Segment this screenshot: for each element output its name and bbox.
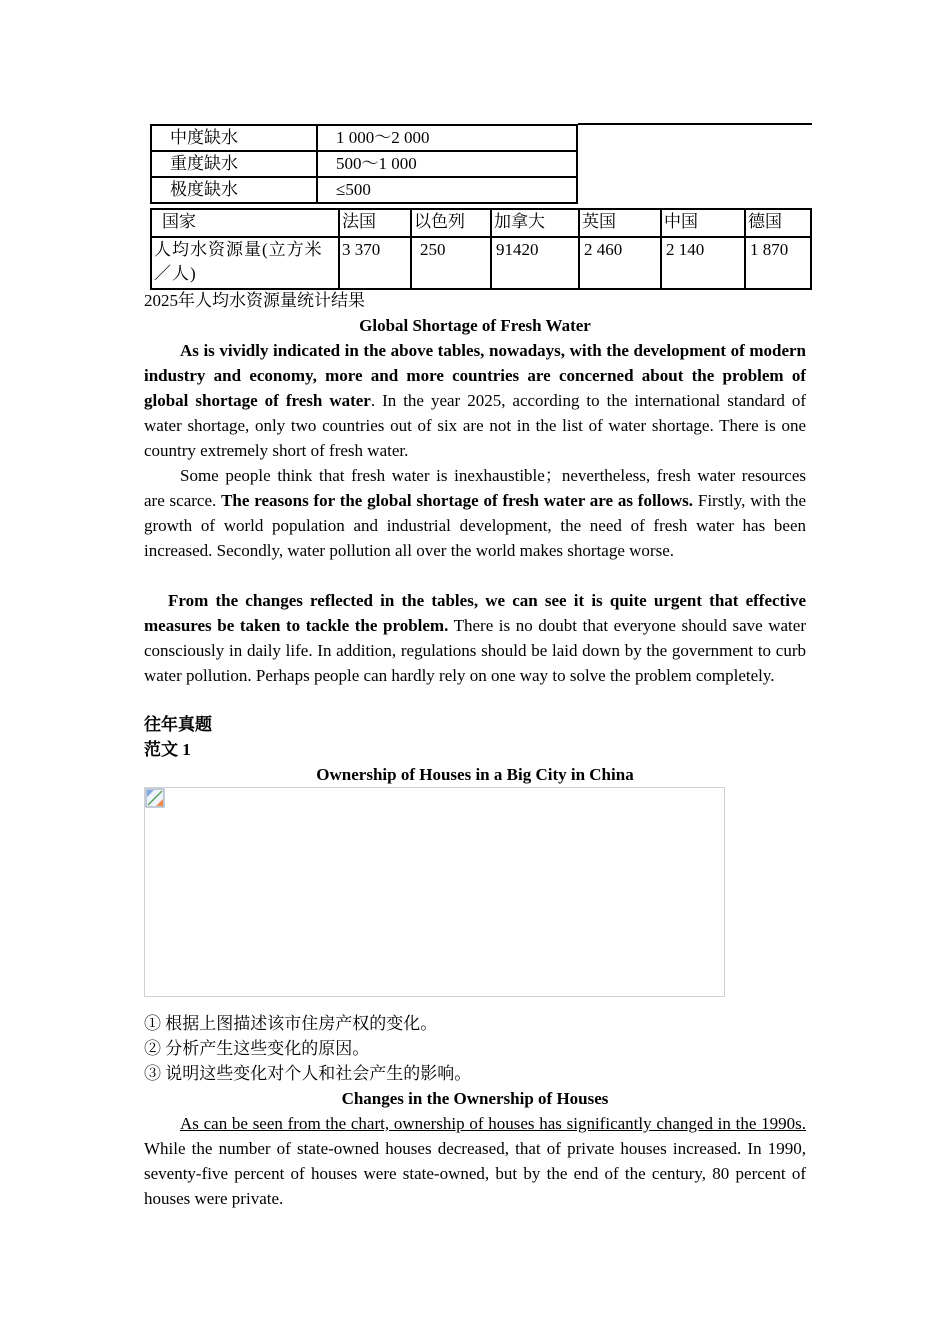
paragraph (144, 588, 806, 688)
table-cell: 3 370 (339, 237, 411, 289)
underlined-text: As can be seen from the chart, ownership of houses has significantly changed in the 1990s. (180, 1114, 806, 1133)
table-cell: ≤500 (317, 177, 577, 203)
paragraph (144, 1111, 806, 1211)
chart-title: Ownership of Houses in a Big City in China (316, 765, 634, 784)
bold-text: From the changes reflected in the tables, we can see it is quite urgent that effective measures be taken to tackle the problem. (144, 591, 806, 635)
section-heading: 往年真题 (144, 715, 212, 734)
table-header-cell: 法国 (339, 209, 411, 237)
essay-title: Changes in the Ownership of Houses (341, 1089, 609, 1108)
table-row (151, 125, 577, 151)
bold-text: The reasons for the global shortage of fresh water are as follows. (221, 491, 694, 510)
table-row (151, 151, 577, 177)
text: While the number of state-owned houses decreased, that of private houses increased. In 1990, seventy-five percent of houses were state-owned, but by the end of the century, 80 percent of houses were private. (144, 1139, 806, 1208)
text: There is no doubt that everyone should save water consciously in daily life. In addition, regulations should be laid down by the government to curb water pollution. Perhaps people can hardly rely on one way to solve the problem completely. (144, 616, 806, 685)
paragraph (144, 338, 806, 463)
table-header-cell: 国家 (151, 209, 339, 237)
table-caption: 2025年人均水资源量统计结果 (144, 291, 365, 310)
table-row (151, 237, 811, 289)
task-item: ② 分析产生这些变化的原因。 (144, 1039, 370, 1058)
table-header-row (151, 209, 811, 237)
text: Firstly, with the growth of world population and industrial development, the need of fresh water has been increased. Secondly, water pollution all over the world makes shortage worse. (144, 491, 807, 560)
table-cell: 1 000～2 000 (317, 125, 577, 151)
text: Some people think that fresh water is inexhaustible；nevertheless, fresh water resources are scarce. (144, 466, 806, 510)
table-header-cell: 英国 (579, 209, 661, 237)
table-header-cell: 加拿大 (491, 209, 579, 237)
table-cell: 2 460 (579, 237, 661, 289)
table-cell: 1 870 (745, 237, 811, 289)
water-resource-table (150, 208, 812, 290)
shortage-level-table (150, 124, 578, 204)
task-item: ③ 说明这些变化对个人和社会产生的影响。 (144, 1064, 472, 1083)
table-cell: 250 (411, 237, 491, 289)
table-cell: 人均水资源量(立方米／人) (151, 237, 339, 289)
table-cell: 重度缺水 (151, 151, 317, 177)
table-header-cell: 德国 (745, 209, 811, 237)
paragraph (144, 463, 806, 563)
chart-image-placeholder (144, 787, 725, 997)
table-border (578, 123, 812, 125)
table-header-cell: 以色列 (411, 209, 491, 237)
table-cell: 中度缺水 (151, 125, 317, 151)
table-header-cell: 中国 (661, 209, 745, 237)
table-cell: 500～1 000 (317, 151, 577, 177)
text: . In the year 2025, according to the international standard of water shortage, only two countries out of six are not in the list of water shortage. There is one country extremely short of fresh water. (144, 391, 806, 460)
task-item: ① 根据上图描述该市住房产权的变化。 (144, 1014, 438, 1033)
broken-image-icon (145, 788, 165, 808)
bold-text: As is vividly indicated in the above tables, nowadays, with the development of modern industry and economy, more and more countries are concerned about the problem of global shortage of fresh water (144, 341, 806, 410)
table-row (151, 177, 577, 203)
essay-title: Global Shortage of Fresh Water (359, 316, 591, 335)
sample-label: 范文 1 (144, 740, 191, 759)
table-cell: 极度缺水 (151, 177, 317, 203)
table-cell: 2 140 (661, 237, 745, 289)
table-cell: 91420 (491, 237, 579, 289)
